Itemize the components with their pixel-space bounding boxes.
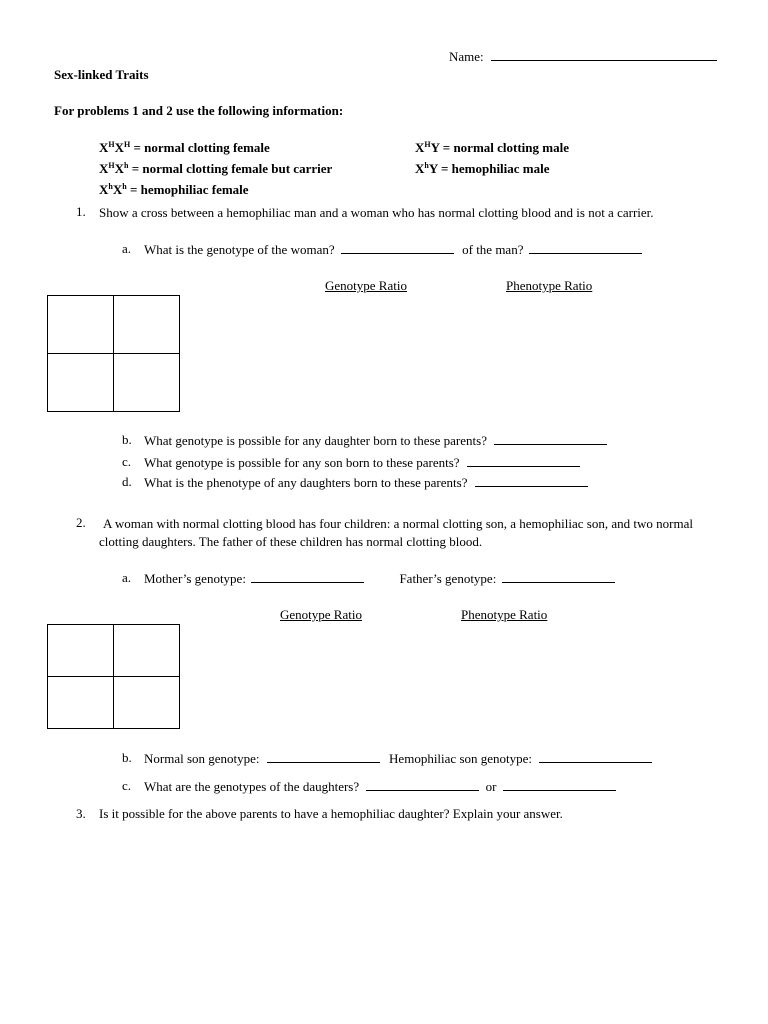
q2c-blank-2[interactable] xyxy=(503,778,616,791)
q2a-label: a. xyxy=(122,570,132,585)
q1b-question: What genotype is possible for any daughter born to these parents? xyxy=(144,432,607,449)
q2c-label: c. xyxy=(122,778,132,793)
q2b-normal-son-blank[interactable] xyxy=(267,750,380,763)
key-item-2: $X^HY$ = normal clotting male xyxy=(415,140,569,155)
q1a-man-blank[interactable] xyxy=(529,241,642,254)
key-item-3: $X^HX^h$ = normal clotting female but carrier xyxy=(99,161,333,176)
name-label: Name: xyxy=(449,49,484,64)
q2-genotype-ratio-label: Genotype Ratio xyxy=(280,607,362,622)
q1-genotype-ratio-label: Genotype Ratio xyxy=(325,278,407,293)
q2b-hemophiliac-son-blank[interactable] xyxy=(539,750,652,763)
q1b-label: b. xyxy=(122,432,132,447)
q2a-question: Mother’s genotype: Father’s genotype: xyxy=(144,570,615,587)
q1d-blank[interactable] xyxy=(475,474,588,487)
q2c-question: What are the genotypes of the daughters? or xyxy=(144,778,616,795)
q1a-woman-blank[interactable] xyxy=(341,241,454,254)
q2c-blank-1[interactable] xyxy=(366,778,479,791)
q1d-question: What is the phenotype of any daughters born to these parents? xyxy=(144,474,588,491)
q1-number: 1. xyxy=(76,204,86,219)
q2a-mother-blank[interactable] xyxy=(251,570,364,583)
q1d-label: d. xyxy=(122,474,132,489)
q3-text: Is it possible for the above parents to have a hemophiliac daughter? Explain your answer. xyxy=(99,806,563,821)
worksheet-title: Sex-linked Traits xyxy=(54,67,149,82)
q2-text: A woman with normal clotting blood has four children: a normal clotting son, a hemophiliac son, and two normal clotting daughters. The father of these children has normal clotting blood. xyxy=(99,516,693,549)
q1c-question: What genotype is possible for any son born to these parents? xyxy=(144,454,580,471)
q1a-question: What is the genotype of the woman? of the man? xyxy=(144,241,642,258)
q1c-label: c. xyxy=(122,454,132,469)
q2a-father-blank[interactable] xyxy=(502,570,615,583)
q3-number: 3. xyxy=(76,806,86,821)
q2b-label: b. xyxy=(122,750,132,765)
q1b-blank[interactable] xyxy=(494,432,607,445)
q1c-blank[interactable] xyxy=(467,454,580,467)
q1-punnett-square[interactable] xyxy=(47,295,180,412)
q2-phenotype-ratio-label: Phenotype Ratio xyxy=(461,607,548,622)
key-item-1: $X^HX^H$ = normal clotting female xyxy=(99,140,270,155)
q2b-question: Normal son genotype: Hemophiliac son genotype: xyxy=(144,750,652,767)
q1a-label: a. xyxy=(122,241,132,256)
intro-text: For problems 1 and 2 use the following information: xyxy=(54,103,344,118)
q2-punnett-square[interactable] xyxy=(47,624,180,729)
q1-phenotype-ratio-label: Phenotype Ratio xyxy=(506,278,593,293)
key-item-4: $X^hY$ = hemophiliac male xyxy=(415,161,550,176)
q2-number: 2. xyxy=(76,515,86,530)
name-field[interactable] xyxy=(449,48,717,65)
name-blank[interactable] xyxy=(491,48,717,61)
q1-text: Show a cross between a hemophiliac man and a woman who has normal clotting blood and is not a carrier. xyxy=(99,205,654,220)
key-item-5: $X^hX^h$ = hemophiliac female xyxy=(99,182,249,197)
